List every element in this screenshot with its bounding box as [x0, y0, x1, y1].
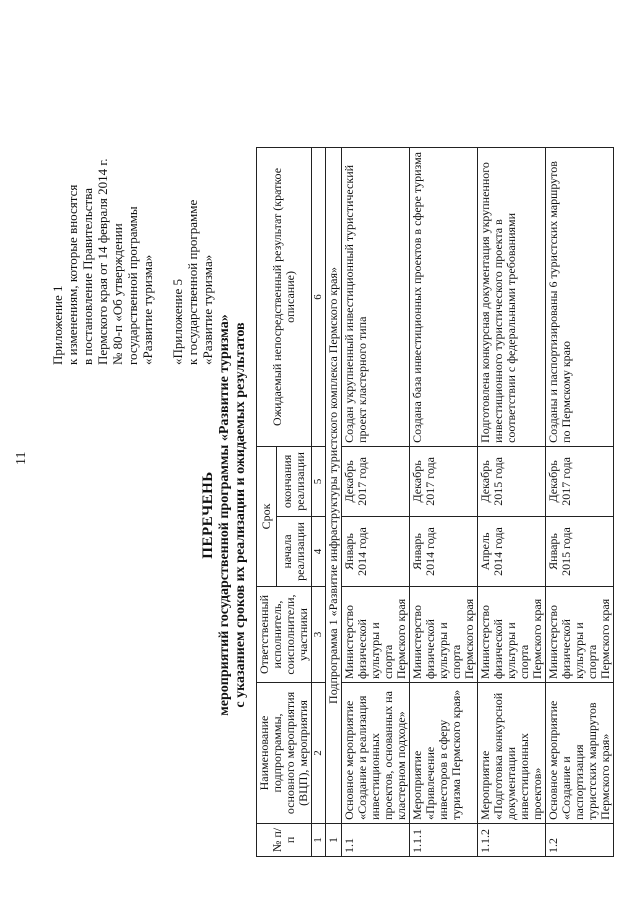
row-end: Декабрь 2015 года [478, 446, 546, 516]
appendix-line: к изменениям, которые вносятся [65, 184, 80, 365]
row-executor: Министерство физической культуры и спорта Пермского края [478, 587, 546, 683]
subprogram-row [326, 148, 342, 857]
subprogram-num: 1 [326, 823, 342, 856]
row-executor: Министерство физической культуры и спорта Пермского края [546, 587, 614, 683]
row-name: Основное мероприятие «Создание и реализация инвестиционных проектов, основанных на кластерном подходе» [342, 683, 410, 824]
row-num: 1.1 [342, 823, 410, 856]
row-end: Декабрь 2017 года [546, 446, 614, 516]
row-name: Основное мероприятие «Создание и паспортизация туристских маршрутов Пермского края» [546, 683, 614, 824]
row-start: Январь 2015 года [546, 516, 614, 586]
row-executor: Министерство физической культуры и спорта Пермского края [410, 587, 478, 683]
row-result: Создана база инвестиционных проектов в сфере туризма [410, 148, 478, 447]
row-name: Мероприятие «Привлечение инвесторов в сферу туризма Пермского края» [410, 683, 478, 824]
appendix-line: Приложение 1 [50, 285, 65, 365]
page-number: 11 [14, 451, 29, 465]
table-row [546, 148, 614, 857]
appendix-line: № 80-п «Об утверждении [110, 223, 125, 365]
row-result: Подготовлена конкурсная документация укрупненного инвестиционного туристического проекта в соответствии с федеральными требованиями [478, 148, 546, 447]
header-num: № п/п [257, 823, 312, 856]
title-main: ПЕРЕЧЕНЬ [200, 471, 216, 559]
table-row [342, 148, 410, 857]
appendix-line: государственной программы [125, 206, 140, 365]
row-num: 1.1.2 [478, 823, 546, 856]
appendix-line: «Развитие туризма» [140, 254, 155, 365]
table-row [410, 148, 478, 857]
column-numbers-row [312, 148, 326, 857]
appendix-block [50, 35, 215, 365]
row-num: 1.2 [546, 823, 614, 856]
row-start: Январь 2014 года [342, 516, 410, 586]
row-executor: Министерство физической культуры и спорта Пермского края [342, 587, 410, 683]
header-result: Ожидаемый непосредственный результат (краткое описание) [257, 148, 312, 447]
appendix-line: Пермского края от 14 февраля 2014 г. [95, 158, 110, 365]
header-executor: Ответственный исполнитель, соисполнители, участники [257, 587, 312, 683]
title-line-2: с указанием сроков их реализации и ожидаемых результатов [233, 322, 248, 708]
col-number: 1 [312, 823, 326, 856]
appendix-line: «Приложение 5 [170, 278, 185, 365]
row-end: Декабрь 2017 года [410, 446, 478, 516]
row-start: Январь 2014 года [410, 516, 478, 586]
row-num: 1.1.1 [410, 823, 478, 856]
row-start: Апрель 2014 года [478, 516, 546, 586]
col-number: 3 [312, 587, 326, 683]
col-number: 2 [312, 683, 326, 824]
row-name: Мероприятие «Подготовка конкурсной документации инвестиционных проектов» [478, 683, 546, 824]
row-end: Декабрь 2017 года [342, 446, 410, 516]
title-line-1: мероприятий государственной программы «Развитие туризма» [217, 314, 232, 716]
col-number: 4 [312, 516, 326, 586]
measures-table [256, 147, 614, 857]
header-end: окончания реализации [276, 446, 311, 516]
appendix-gap [155, 35, 170, 365]
header-name: Наименование подпрограммы, основного мероприятия (ВЦП), мероприятия [257, 683, 312, 824]
appendix-line: в постановление Правительства [80, 188, 95, 365]
table-row [478, 148, 546, 857]
col-number: 5 [312, 446, 326, 516]
document-title [200, 245, 249, 785]
subprogram-title: Подпрограмма 1 «Развитие инфраструктуры туристского комплекса Пермского края» [326, 148, 342, 824]
table-header-row [257, 148, 277, 857]
appendix-line: к государственной программе [185, 199, 200, 365]
appendix-line: «Развитие туризма» [200, 254, 215, 365]
header-start: начала реализации [276, 516, 311, 586]
row-result: Создан укрупненный инвестиционный туристический проект кластерного типа [342, 148, 410, 447]
header-term: Срок [257, 446, 277, 586]
row-result: Созданы и паспортизированы 6 туристских маршрутов по Пермскому краю [546, 148, 614, 447]
col-number: 6 [312, 148, 326, 447]
